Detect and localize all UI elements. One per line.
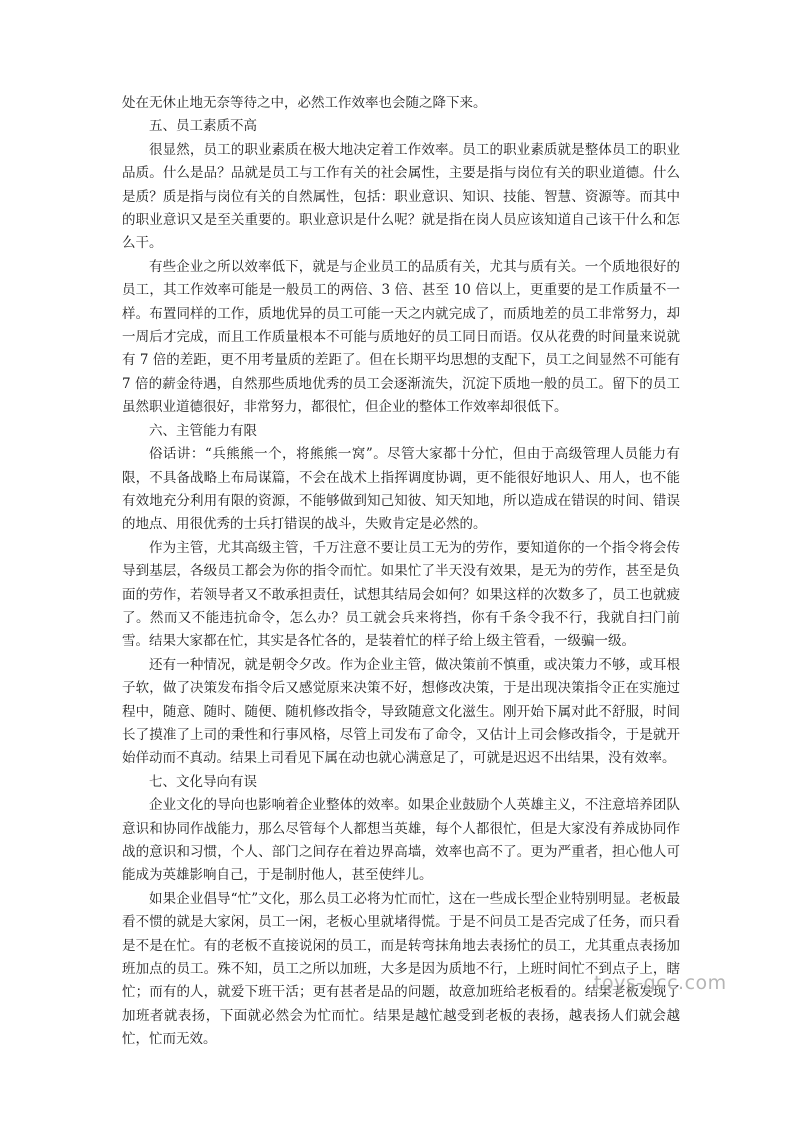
document-body <box>122 92 680 1052</box>
section-heading: 六、主管能力有限 <box>149 422 257 439</box>
paragraph: 还有一种情况，就是朝令夕改。作为企业主管，做决策前不慎重，或决策力不够，或耳根子软，做了决策发布指令后又感觉原来决策不好，想修改决策，于是出现决策指令正在实施过程中，随意、随时、随便、随机修改指令，导致随意文化滋生。刚开始下属对此不舒服，时间长了摸准了上司的秉性和行事风格，尽管上司发布了命令，又估计上司会修改指令，于是就开始佯动而不真动。结果上司看见下属在动也就心满意足了，可就是迟迟不出结果，没有效率。 <box>122 656 680 767</box>
paragraph: 作为主管，尤其高级主管，千万注意不要让员工无为的劳作，要知道你的一个指令将会传导到基层，各级员工都会为你的指令而忙。如果忙了半天没有效果，是无为的劳作，甚至是负面的劳作，若领导者又不敢承担责任，试想其结局会如何？如果这样的次数多了，员工也就疲了。然而又不能违抗命令，怎么办？员工就会兵来将挡，你有千条令我不行，我就自扫门前雪。结果大家都在忙，其实是各忙各的，是装着忙的样子给上级主管看，一级骗一级。 <box>122 539 680 650</box>
paragraph: 如果企业倡导“忙”文化，那么员工必将为忙而忙，这在一些成长型企业特别明显。老板最看不惯的就是大家闲，员工一闲，老板心里就堵得慌。于是不问员工是否完成了任务，而只看是不是在忙。有的老板不直接说闲的员工，而是转弯抹角地去表扬忙的员工，尤其重点表扬加班加点的员工。殊不知，员工之所以加班，大多是因为质地不行，上班时间忙不到点子上，瞎忙；而有的人，就爱下班干活；更有甚者是品的问题，故意加班给老板看的。结果老板发现了加班者就表扬，下面就必然会为忙而忙。结果是越忙越受到老板的表扬，越表扬人们就会越忙，忙而无效。 <box>122 890 680 1048</box>
paragraph: 企业文化的导向也影响着企业整体的效率。如果企业鼓励个人英雄主义，不注意培养团队意识和协同作战能力，那么尽管每个人都想当英雄，每个人都很忙，但是大家没有养成协同作战的意识和习惯，个人、部门之间存在着边界高墙，效率也高不了。更为严重者，担心他人可能成为英雄影响自己，于是制肘他人，甚至使绊儿。 <box>122 797 680 884</box>
paragraph: 有些企业之所以效率低下，就是与企业员工的品质有关，尤其与质有关。一个质地很好的员工，其工作效率可能是一般员工的两倍、3 倍、甚至 10 倍以上，更重要的是工作质量不一样。布置同样的工作，质地优异的员工可能一天之内就完成了，而质地差的员工非常努力，却一周后才完成，而且工作质量根本不可能与质地好的员工同日而语。仅从花费的时间量来说就有 7 倍的差距，更不用考量质的差距了。但在长期平均思想的支配下，员工之间显然不可能有 7 倍的薪金待遇，自然那些质地优秀的员工会逐渐流失，沉淀下质地一般的员工。留下的员工虽然职业道德很好，非常努力，都很忙，但企业的整体工作效率却很低下。 <box>122 258 680 416</box>
paragraph: 很显然，员工的职业素质在极大地决定着工作效率。员工的职业素质就是整体员工的职业品质。什么是品？品就是员工与工作有关的社会属性，主要是指与岗位有关的职业道德。什么是质？质是指与岗位有关的自然属性，包括：职业意识、知识、技能、智慧、资源等。而其中的职业意识又是至关重要的。职业意识是什么呢？就是指在岗人员应该知道自己该干什么和怎么干。 <box>122 141 680 252</box>
paragraph: 俗话讲：“兵熊熊一个，将熊熊一窝”。尽管大家都十分忙，但由于高级管理人员能力有限，不具备战略上布局谋篇，不会在战术上指挥调度协调，更不能很好地识人、用人，也不能有效地充分利用有限的资源，不能够做到知己知彼、知天知地，所以造成在错误的时间、错误的地点、用很优秀的士兵打错误的战斗，失败肯定是必然的。 <box>122 446 680 533</box>
paragraph: 处在无休止地无奈等待之中，必然工作效率也会随之降下来。 <box>122 95 487 111</box>
watermark: toys-gcc.com <box>594 972 727 994</box>
section-heading: 五、员工素质不高 <box>149 118 257 135</box>
section-heading: 七、文化导向有误 <box>149 773 257 790</box>
